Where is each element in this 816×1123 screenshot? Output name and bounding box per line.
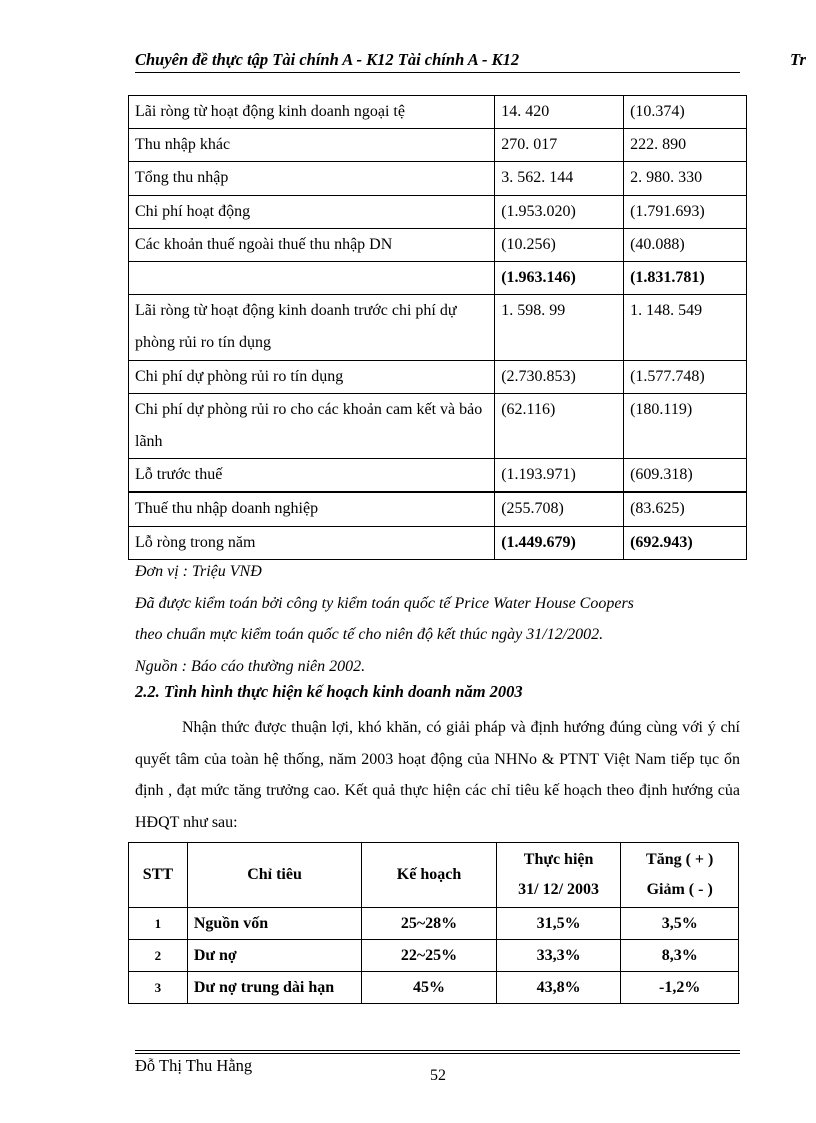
body-paragraph — [135, 712, 740, 838]
section-heading: 2.2. Tình hình thực hiện kế hoạch kinh doanh năm 2003 — [135, 682, 523, 701]
value-2001: 2. 980. 330 — [624, 162, 747, 195]
value-2002: (1.449.679) — [495, 526, 624, 559]
value-2002: 3. 562. 144 — [495, 162, 624, 195]
paragraph-text: Nhận thức được thuận lợi, khó khăn, có giải pháp và định hướng đúng cùng với ý chí quyết tâm của toàn hệ thống, năm 2003 hoạt động của NHNo & PTNT Việt Nam tiếp tục ổn định , đạt mức tăng trưởng cao. Kết quả thực hiện các chỉ tiêu kế hoạch theo định hướng của HĐQT như sau: — [135, 719, 740, 831]
row-plan: 22~25% — [362, 940, 497, 972]
header-change-line1: Tăng ( + ) — [646, 851, 714, 868]
row-indicator: Dư nợ — [187, 940, 361, 972]
row-label — [129, 262, 495, 295]
value-2002: 1. 598. 99 — [495, 295, 624, 360]
table-row — [129, 295, 747, 360]
table-row — [129, 526, 747, 559]
value-2001: (692.943) — [624, 526, 747, 559]
value-2002: (255.708) — [495, 492, 624, 526]
value-2001: 222. 890 — [624, 129, 747, 162]
value-2002: (1.953.020) — [495, 195, 624, 228]
table-row — [129, 492, 747, 526]
row-stt: 1 — [129, 908, 188, 940]
header-indicator: Chỉ tiêu — [187, 843, 361, 908]
row-label: Thuế thu nhập doanh nghiệp — [129, 492, 495, 526]
row-actual: 33,3% — [496, 940, 621, 972]
table-row — [129, 162, 747, 195]
header-actual-line1: Thực hiện — [523, 851, 594, 868]
row-actual: 43,8% — [496, 972, 621, 1004]
value-2001: (40.088) — [624, 228, 747, 261]
value-2002: (2.730.853) — [495, 360, 624, 393]
row-change: 8,3% — [621, 940, 739, 972]
value-2002: (10.256) — [495, 228, 624, 261]
page-header — [135, 50, 816, 72]
row-label: Lỗ trước thuế — [129, 459, 495, 493]
value-2001: (10.374) — [624, 96, 747, 129]
table-row — [129, 393, 747, 458]
table-row — [129, 129, 747, 162]
row-indicator: Nguồn vốn — [187, 908, 361, 940]
table-row — [129, 195, 747, 228]
footer-divider — [135, 1050, 740, 1051]
header-title: Chuyên đề thực tập Tài chính A - K12 Tài chính A - K12 — [135, 50, 520, 69]
footer-divider-second — [135, 1053, 740, 1054]
header-stt: STT — [129, 843, 188, 908]
table-notes — [135, 556, 745, 682]
table-row — [129, 940, 739, 972]
row-plan: 45% — [362, 972, 497, 1004]
value-2001: (83.625) — [624, 492, 747, 526]
table-row — [129, 972, 739, 1004]
financial-results-table — [128, 95, 747, 560]
header-divider — [135, 72, 740, 73]
page-number: 52 — [430, 1067, 446, 1084]
value-2002: 14. 420 — [495, 96, 624, 129]
row-label: Chi phí hoạt động — [129, 195, 495, 228]
value-2001: 1. 148. 549 — [624, 295, 747, 360]
row-label: Lãi ròng từ hoạt động kinh doanh ngoại tệ — [129, 96, 495, 129]
value-2002: (62.116) — [495, 393, 624, 458]
header-plan: Kế hoạch — [362, 843, 497, 908]
unit-note: Đơn vị : Triệu VNĐ — [135, 563, 262, 580]
value-2001: (180.119) — [624, 393, 747, 458]
row-change: 3,5% — [621, 908, 739, 940]
header-change — [621, 843, 739, 908]
row-label: Thu nhập khác — [129, 129, 495, 162]
plan-results-table — [128, 842, 739, 1004]
row-label: Lỗ ròng trong năm — [129, 526, 495, 559]
header-change-line2: Giảm ( - ) — [646, 881, 713, 898]
row-plan: 25~28% — [362, 908, 497, 940]
table-row — [129, 908, 739, 940]
table-row — [129, 459, 747, 493]
value-2001: (609.318) — [624, 459, 747, 493]
row-label: Các khoản thuế ngoài thuế thu nhập DN — [129, 228, 495, 261]
row-actual: 31,5% — [496, 908, 621, 940]
author-name: Đỗ Thị Thu Hằng — [135, 1056, 253, 1075]
row-stt: 2 — [129, 940, 188, 972]
table-row — [129, 262, 747, 295]
table-row — [129, 360, 747, 393]
value-2001: (1.831.781) — [624, 262, 747, 295]
row-stt: 3 — [129, 972, 188, 1004]
header-right: Tr — [790, 50, 806, 69]
row-label: Chi phí dự phòng rủi ro tín dụng — [129, 360, 495, 393]
source-note: Nguồn : Báo cáo thường niên 2002. — [135, 657, 366, 675]
row-label: Lãi ròng từ hoạt động kinh doanh trước chi phí dự phòng rủi ro tín dụng — [129, 295, 495, 360]
row-indicator: Dư nợ trung dài hạn — [187, 972, 361, 1004]
table-row — [129, 228, 747, 261]
row-change: -1,2% — [621, 972, 739, 1004]
value-2001: (1.791.693) — [624, 195, 747, 228]
row-label: Tổng thu nhập — [129, 162, 495, 195]
value-2002: (1.963.146) — [495, 262, 624, 295]
header-actual — [496, 843, 621, 908]
value-2002: 270. 017 — [495, 129, 624, 162]
value-2001: (1.577.748) — [624, 360, 747, 393]
audit-note-line1: Đã được kiểm toán bởi công ty kiểm toán quốc tế Price Water House Coopers — [135, 594, 634, 612]
table-header-row — [129, 843, 739, 908]
row-label: Chi phí dự phòng rủi ro cho các khoản cam kết và bảo lãnh — [129, 393, 495, 458]
header-actual-line2: 31/ 12/ 2003 — [518, 881, 600, 898]
audit-note-line2: theo chuẩn mực kiểm toán quốc tế cho niên độ kết thúc ngày 31/12/2002. — [135, 626, 604, 643]
value-2002: (1.193.971) — [495, 459, 624, 493]
table-row — [129, 96, 747, 129]
